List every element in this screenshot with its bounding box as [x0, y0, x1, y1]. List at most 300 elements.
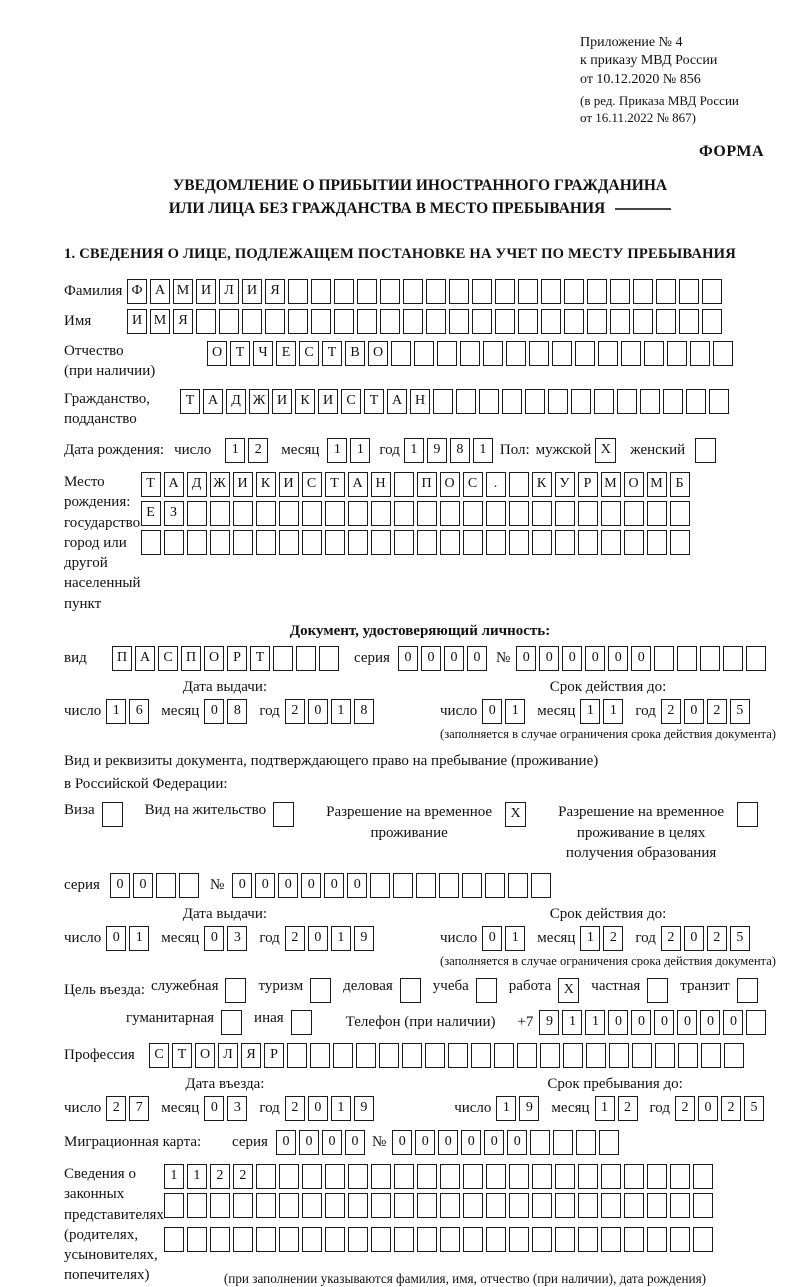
form-cell[interactable]: [256, 530, 276, 555]
form-cell[interactable]: [578, 1164, 598, 1189]
form-cell[interactable]: [679, 279, 699, 304]
form-cell[interactable]: [187, 1227, 207, 1252]
form-cell[interactable]: [654, 646, 674, 671]
form-cell[interactable]: [667, 341, 687, 366]
form-cell[interactable]: 1: [331, 1096, 351, 1121]
form-cell[interactable]: 0: [415, 1130, 435, 1155]
form-cell[interactable]: [279, 530, 299, 555]
form-cell[interactable]: 0: [444, 646, 464, 671]
form-cell[interactable]: [609, 1043, 629, 1068]
form-cell[interactable]: 0: [421, 646, 441, 671]
form-cell[interactable]: [463, 501, 483, 526]
form-cell[interactable]: 0: [204, 1096, 224, 1121]
form-cell[interactable]: Д: [187, 472, 207, 497]
form-cell[interactable]: [417, 1164, 437, 1189]
form-cell[interactable]: [279, 1164, 299, 1189]
form-cell[interactable]: [325, 530, 345, 555]
form-cell[interactable]: [210, 1193, 230, 1218]
form-cell[interactable]: А: [203, 389, 223, 414]
form-cell[interactable]: С: [299, 341, 319, 366]
form-cell[interactable]: 0: [106, 926, 126, 951]
form-cell[interactable]: [502, 389, 522, 414]
form-cell[interactable]: [414, 341, 434, 366]
form-cell[interactable]: [576, 1130, 596, 1155]
form-cell[interactable]: [440, 1164, 460, 1189]
form-cell[interactable]: [288, 309, 308, 334]
form-cell[interactable]: 0: [482, 926, 502, 951]
form-cell[interactable]: 0: [392, 1130, 412, 1155]
form-cell[interactable]: 2: [285, 699, 305, 724]
form-cell[interactable]: [624, 501, 644, 526]
form-cell[interactable]: [187, 530, 207, 555]
form-cell[interactable]: 2: [210, 1164, 230, 1189]
form-cell[interactable]: [348, 1164, 368, 1189]
form-cell[interactable]: [647, 501, 667, 526]
purpose-other-checkbox[interactable]: [291, 1010, 312, 1035]
form-cell[interactable]: 0: [204, 699, 224, 724]
form-cell[interactable]: [325, 1193, 345, 1218]
form-cell[interactable]: [256, 1164, 276, 1189]
form-cell[interactable]: [256, 501, 276, 526]
form-cell[interactable]: [287, 1043, 307, 1068]
form-cell[interactable]: А: [387, 389, 407, 414]
form-cell[interactable]: [448, 1043, 468, 1068]
form-cell[interactable]: Т: [325, 472, 345, 497]
form-cell[interactable]: О: [207, 341, 227, 366]
form-cell[interactable]: [440, 1193, 460, 1218]
form-cell[interactable]: [571, 389, 591, 414]
form-cell[interactable]: А: [135, 646, 155, 671]
form-cell[interactable]: 1: [106, 699, 126, 724]
form-cell[interactable]: [670, 1193, 690, 1218]
form-cell[interactable]: [586, 1043, 606, 1068]
form-cell[interactable]: [655, 1043, 675, 1068]
form-cell[interactable]: [509, 1193, 529, 1218]
form-cell[interactable]: 1: [129, 926, 149, 951]
form-cell[interactable]: [164, 1193, 184, 1218]
form-cell[interactable]: [598, 341, 618, 366]
form-cell[interactable]: [449, 279, 469, 304]
form-cell[interactable]: [433, 389, 453, 414]
form-cell[interactable]: [656, 279, 676, 304]
form-cell[interactable]: [417, 501, 437, 526]
form-cell[interactable]: [601, 530, 621, 555]
form-cell[interactable]: 0: [467, 646, 487, 671]
form-cell[interactable]: [485, 873, 505, 898]
form-cell[interactable]: И: [272, 389, 292, 414]
form-cell[interactable]: К: [532, 472, 552, 497]
form-cell[interactable]: К: [295, 389, 315, 414]
form-cell[interactable]: [644, 341, 664, 366]
form-cell[interactable]: [517, 1043, 537, 1068]
form-cell[interactable]: [462, 873, 482, 898]
form-cell[interactable]: [440, 501, 460, 526]
form-cell[interactable]: 2: [603, 926, 623, 951]
form-cell[interactable]: 0: [278, 873, 298, 898]
form-cell[interactable]: 1: [404, 438, 424, 463]
form-cell[interactable]: И: [318, 389, 338, 414]
form-cell[interactable]: Л: [218, 1043, 238, 1068]
form-cell[interactable]: [578, 1227, 598, 1252]
form-cell[interactable]: 0: [133, 873, 153, 898]
form-cell[interactable]: [541, 279, 561, 304]
form-cell[interactable]: П: [417, 472, 437, 497]
form-cell[interactable]: [311, 279, 331, 304]
form-cell[interactable]: [210, 501, 230, 526]
form-cell[interactable]: 0: [461, 1130, 481, 1155]
form-cell[interactable]: И: [196, 279, 216, 304]
form-cell[interactable]: [425, 1043, 445, 1068]
form-cell[interactable]: [647, 1193, 667, 1218]
form-cell[interactable]: [210, 530, 230, 555]
form-cell[interactable]: [575, 341, 595, 366]
form-cell[interactable]: [449, 309, 469, 334]
form-cell[interactable]: 1: [331, 699, 351, 724]
form-cell[interactable]: [371, 1193, 391, 1218]
form-cell[interactable]: 1: [595, 1096, 615, 1121]
form-cell[interactable]: 2: [106, 1096, 126, 1121]
form-cell[interactable]: [233, 1227, 253, 1252]
form-cell[interactable]: [279, 501, 299, 526]
form-cell[interactable]: [746, 646, 766, 671]
form-cell[interactable]: [242, 309, 262, 334]
form-cell[interactable]: 9: [539, 1010, 559, 1035]
form-cell[interactable]: Л: [219, 279, 239, 304]
form-cell[interactable]: [463, 1193, 483, 1218]
form-cell[interactable]: 0: [698, 1096, 718, 1121]
form-cell[interactable]: И: [279, 472, 299, 497]
form-cell[interactable]: [555, 1227, 575, 1252]
form-cell[interactable]: [379, 1043, 399, 1068]
form-cell[interactable]: [156, 873, 176, 898]
form-cell[interactable]: [416, 873, 436, 898]
form-cell[interactable]: 9: [354, 926, 374, 951]
form-cell[interactable]: [621, 341, 641, 366]
form-cell[interactable]: [702, 279, 722, 304]
form-cell[interactable]: 5: [730, 926, 750, 951]
form-cell[interactable]: [633, 279, 653, 304]
form-cell[interactable]: Т: [322, 341, 342, 366]
form-cell[interactable]: Т: [141, 472, 161, 497]
form-cell[interactable]: 0: [677, 1010, 697, 1035]
form-cell[interactable]: 2: [233, 1164, 253, 1189]
form-cell[interactable]: [563, 1043, 583, 1068]
form-cell[interactable]: 1: [580, 926, 600, 951]
form-cell[interactable]: [555, 1193, 575, 1218]
form-cell[interactable]: С: [302, 472, 322, 497]
form-cell[interactable]: 1: [473, 438, 493, 463]
form-cell[interactable]: О: [624, 472, 644, 497]
form-cell[interactable]: [686, 389, 706, 414]
form-cell[interactable]: [233, 501, 253, 526]
purpose-official-checkbox[interactable]: [225, 978, 246, 1003]
form-cell[interactable]: [233, 530, 253, 555]
form-cell[interactable]: [483, 341, 503, 366]
form-cell[interactable]: [486, 1227, 506, 1252]
form-cell[interactable]: [233, 1193, 253, 1218]
form-cell[interactable]: [325, 1164, 345, 1189]
form-cell[interactable]: 1: [580, 699, 600, 724]
form-cell[interactable]: [518, 309, 538, 334]
form-cell[interactable]: [555, 1164, 575, 1189]
form-cell[interactable]: 2: [618, 1096, 638, 1121]
form-cell[interactable]: [587, 309, 607, 334]
form-cell[interactable]: [509, 501, 529, 526]
purpose-business-checkbox[interactable]: [400, 978, 421, 1003]
form-cell[interactable]: [506, 341, 526, 366]
form-cell[interactable]: 2: [707, 699, 727, 724]
form-cell[interactable]: [679, 309, 699, 334]
form-cell[interactable]: [463, 1164, 483, 1189]
form-cell[interactable]: Т: [230, 341, 250, 366]
form-cell[interactable]: [677, 646, 697, 671]
form-cell[interactable]: [279, 1193, 299, 1218]
form-cell[interactable]: [552, 341, 572, 366]
form-cell[interactable]: [380, 309, 400, 334]
form-cell[interactable]: [394, 472, 414, 497]
form-cell[interactable]: [394, 1193, 414, 1218]
form-cell[interactable]: [325, 1227, 345, 1252]
form-cell[interactable]: 1: [562, 1010, 582, 1035]
form-cell[interactable]: Н: [371, 472, 391, 497]
form-cell[interactable]: [693, 1164, 713, 1189]
form-cell[interactable]: И: [127, 309, 147, 334]
form-cell[interactable]: [701, 1043, 721, 1068]
form-cell[interactable]: 0: [110, 873, 130, 898]
form-cell[interactable]: [509, 1227, 529, 1252]
form-cell[interactable]: [532, 1193, 552, 1218]
form-cell[interactable]: 5: [730, 699, 750, 724]
form-cell[interactable]: [371, 501, 391, 526]
form-cell[interactable]: О: [195, 1043, 215, 1068]
form-cell[interactable]: [325, 501, 345, 526]
form-cell[interactable]: 1: [225, 438, 245, 463]
form-cell[interactable]: [302, 1227, 322, 1252]
form-cell[interactable]: [141, 530, 161, 555]
form-cell[interactable]: 0: [299, 1130, 319, 1155]
purpose-work-checkbox[interactable]: X: [558, 978, 579, 1003]
form-cell[interactable]: 2: [661, 926, 681, 951]
form-cell[interactable]: 2: [285, 926, 305, 951]
form-cell[interactable]: [288, 279, 308, 304]
form-cell[interactable]: [187, 501, 207, 526]
purpose-transit-checkbox[interactable]: [737, 978, 758, 1003]
form-cell[interactable]: [486, 501, 506, 526]
form-cell[interactable]: [640, 389, 660, 414]
form-cell[interactable]: 0: [324, 873, 344, 898]
form-cell[interactable]: [486, 1164, 506, 1189]
form-cell[interactable]: [471, 1043, 491, 1068]
form-cell[interactable]: 8: [354, 699, 374, 724]
form-cell[interactable]: [746, 1010, 766, 1035]
form-cell[interactable]: С: [158, 646, 178, 671]
form-cell[interactable]: [356, 1043, 376, 1068]
form-cell[interactable]: [403, 309, 423, 334]
form-cell[interactable]: М: [647, 472, 667, 497]
form-cell[interactable]: [391, 341, 411, 366]
form-cell[interactable]: С: [341, 389, 361, 414]
form-cell[interactable]: [348, 530, 368, 555]
form-cell[interactable]: 0: [301, 873, 321, 898]
form-cell[interactable]: И: [242, 279, 262, 304]
form-cell[interactable]: [647, 530, 667, 555]
form-cell[interactable]: [302, 1193, 322, 1218]
form-cell[interactable]: К: [256, 472, 276, 497]
form-cell[interactable]: [509, 1164, 529, 1189]
form-cell[interactable]: 0: [723, 1010, 743, 1035]
form-cell[interactable]: [599, 1130, 619, 1155]
form-cell[interactable]: [426, 309, 446, 334]
purpose-study-checkbox[interactable]: [476, 978, 497, 1003]
form-cell[interactable]: [709, 389, 729, 414]
form-cell[interactable]: [463, 530, 483, 555]
form-cell[interactable]: Е: [276, 341, 296, 366]
form-cell[interactable]: [624, 1227, 644, 1252]
form-cell[interactable]: [380, 279, 400, 304]
form-cell[interactable]: П: [112, 646, 132, 671]
form-cell[interactable]: 0: [585, 646, 605, 671]
form-cell[interactable]: [532, 530, 552, 555]
form-cell[interactable]: 3: [227, 1096, 247, 1121]
form-cell[interactable]: [196, 309, 216, 334]
form-cell[interactable]: [394, 530, 414, 555]
form-cell[interactable]: Р: [578, 472, 598, 497]
form-cell[interactable]: А: [348, 472, 368, 497]
form-cell[interactable]: [302, 530, 322, 555]
form-cell[interactable]: [663, 389, 683, 414]
form-cell[interactable]: [564, 309, 584, 334]
form-cell[interactable]: Ф: [127, 279, 147, 304]
form-cell[interactable]: В: [345, 341, 365, 366]
form-cell[interactable]: 1: [505, 926, 525, 951]
form-cell[interactable]: М: [601, 472, 621, 497]
form-cell[interactable]: [610, 279, 630, 304]
form-cell[interactable]: 0: [631, 1010, 651, 1035]
form-cell[interactable]: [564, 279, 584, 304]
form-cell[interactable]: .: [486, 472, 506, 497]
form-cell[interactable]: 0: [204, 926, 224, 951]
form-cell[interactable]: [187, 1193, 207, 1218]
form-cell[interactable]: [624, 1164, 644, 1189]
form-cell[interactable]: 7: [129, 1096, 149, 1121]
form-cell[interactable]: Т: [180, 389, 200, 414]
form-cell[interactable]: [439, 873, 459, 898]
residence-permit-checkbox[interactable]: [273, 802, 294, 827]
form-cell[interactable]: [164, 530, 184, 555]
form-cell[interactable]: [624, 1193, 644, 1218]
form-cell[interactable]: [670, 530, 690, 555]
form-cell[interactable]: [518, 279, 538, 304]
form-cell[interactable]: 1: [603, 699, 623, 724]
form-cell[interactable]: 1: [496, 1096, 516, 1121]
form-cell[interactable]: 2: [675, 1096, 695, 1121]
form-cell[interactable]: [578, 1193, 598, 1218]
form-cell[interactable]: Я: [241, 1043, 261, 1068]
form-cell[interactable]: 0: [308, 699, 328, 724]
form-cell[interactable]: [463, 1227, 483, 1252]
form-cell[interactable]: 0: [507, 1130, 527, 1155]
form-cell[interactable]: [393, 873, 413, 898]
form-cell[interactable]: [632, 1043, 652, 1068]
form-cell[interactable]: [394, 1227, 414, 1252]
form-cell[interactable]: 1: [327, 438, 347, 463]
form-cell[interactable]: [486, 530, 506, 555]
form-cell[interactable]: 0: [539, 646, 559, 671]
form-cell[interactable]: [494, 1043, 514, 1068]
form-cell[interactable]: 8: [227, 699, 247, 724]
form-cell[interactable]: [417, 1227, 437, 1252]
form-cell[interactable]: 6: [129, 699, 149, 724]
form-cell[interactable]: 2: [661, 699, 681, 724]
form-cell[interactable]: 2: [707, 926, 727, 951]
form-cell[interactable]: [495, 279, 515, 304]
form-cell[interactable]: [179, 873, 199, 898]
form-cell[interactable]: [702, 309, 722, 334]
form-cell[interactable]: 0: [322, 1130, 342, 1155]
form-cell[interactable]: [319, 646, 339, 671]
form-cell[interactable]: [647, 1164, 667, 1189]
form-cell[interactable]: 0: [232, 873, 252, 898]
form-cell[interactable]: [273, 646, 293, 671]
form-cell[interactable]: [670, 1227, 690, 1252]
form-cell[interactable]: [594, 389, 614, 414]
form-cell[interactable]: [219, 309, 239, 334]
form-cell[interactable]: [723, 646, 743, 671]
form-cell[interactable]: [617, 389, 637, 414]
form-cell[interactable]: Я: [173, 309, 193, 334]
form-cell[interactable]: 2: [248, 438, 268, 463]
form-cell[interactable]: 0: [308, 1096, 328, 1121]
form-cell[interactable]: 0: [684, 926, 704, 951]
form-cell[interactable]: 5: [744, 1096, 764, 1121]
form-cell[interactable]: [693, 1193, 713, 1218]
form-cell[interactable]: Т: [172, 1043, 192, 1068]
form-cell[interactable]: [700, 646, 720, 671]
form-cell[interactable]: [210, 1227, 230, 1252]
form-cell[interactable]: [394, 501, 414, 526]
form-cell[interactable]: [601, 501, 621, 526]
sex-male-checkbox[interactable]: X: [595, 438, 616, 463]
form-cell[interactable]: 3: [227, 926, 247, 951]
form-cell[interactable]: [633, 309, 653, 334]
form-cell[interactable]: [437, 341, 457, 366]
form-cell[interactable]: 0: [482, 699, 502, 724]
form-cell[interactable]: [555, 530, 575, 555]
form-cell[interactable]: Р: [264, 1043, 284, 1068]
form-cell[interactable]: [525, 389, 545, 414]
form-cell[interactable]: [302, 1164, 322, 1189]
form-cell[interactable]: Ж: [210, 472, 230, 497]
form-cell[interactable]: Ж: [249, 389, 269, 414]
form-cell[interactable]: М: [173, 279, 193, 304]
form-cell[interactable]: 0: [276, 1130, 296, 1155]
form-cell[interactable]: З: [164, 501, 184, 526]
form-cell[interactable]: [587, 279, 607, 304]
form-cell[interactable]: [724, 1043, 744, 1068]
purpose-private-checkbox[interactable]: [647, 978, 668, 1003]
form-cell[interactable]: 0: [308, 926, 328, 951]
form-cell[interactable]: [601, 1193, 621, 1218]
form-cell[interactable]: 1: [350, 438, 370, 463]
form-cell[interactable]: 0: [562, 646, 582, 671]
form-cell[interactable]: [348, 501, 368, 526]
form-cell[interactable]: Я: [265, 279, 285, 304]
form-cell[interactable]: 0: [608, 1010, 628, 1035]
form-cell[interactable]: 1: [331, 926, 351, 951]
form-cell[interactable]: [578, 530, 598, 555]
purpose-tourism-checkbox[interactable]: [310, 978, 331, 1003]
form-cell[interactable]: 9: [354, 1096, 374, 1121]
